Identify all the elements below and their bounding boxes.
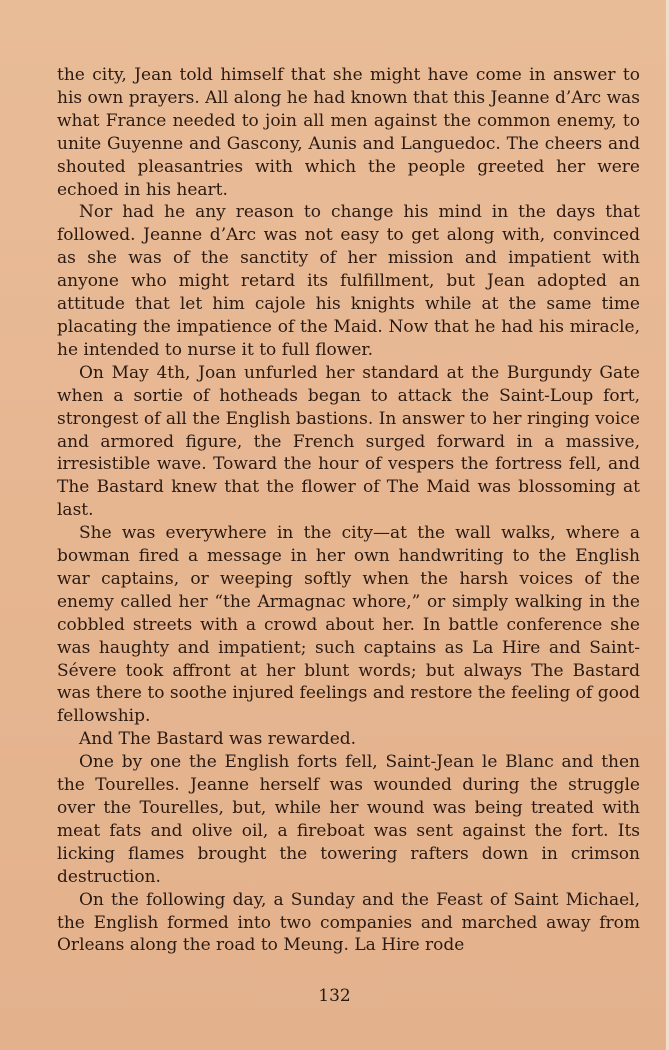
paragraph: She was everywhere in the city—at the wall walks, where a bowman fired a message in her own handwriting to the English war captains, or weeping softly when the harsh voices of the enemy called her “the Armagnac whore,” or simply walking in the cobbled streets with a crowd about her. In battle conference she was haughty and impatient; such captains as La Hire and Saint-Sévere took affront at her blunt words; but always The Bastard was there to soothe injured feelings and restore the feeling of good fellowship. <box>57 523 640 727</box>
paragraph: the city, Jean told himself that she might have come in answer to his own prayers. All along he had known that this Jeanne d’Arc was what France needed to join all men against the common enemy, to unite Guyenne and Gascony, Aunis and Languedoc. The cheers and shouted pleasantries with which the people greeted her were echoed in his heart. <box>57 65 640 200</box>
paragraph: And The Bastard was rewarded. <box>79 729 357 750</box>
paragraph: On May 4th, Joan unfurled her standard at the Burgundy Gate when a sortie of hotheads began to attack the Saint-Loup fort, strongest of all the English bastions. In answer to her ringing voice and armored figure, the French surged forward in a massive, irresistible wave. Toward the hour of vespers the fortress fell, and The Bastard knew that the flower of The Maid was blossoming at last. <box>57 362 640 521</box>
paragraph: Nor had he any reason to change his mind in the days that followed. Jeanne d’Arc was not easy to get along with, convinced as she was of the sanctity of her mission and impatient with anyone who might retard its fulfillment, but Jean adopted an attitude that let him cajole his knights while at the same time placating the impatience of the Maid. Now that he had his miracle, he intended to nurse it to full flower. <box>57 202 640 360</box>
paragraph: On the following day, a Sunday and the Feast of Saint Michael, the English formed into two companies and marched away from Orleans along the road to Meung. La Hire rode <box>57 889 640 956</box>
body-text <box>57 64 640 957</box>
paragraph: One by one the English forts fell, Saint-Jean le Blanc and then the Tourelles. Jeanne herself was wounded during the struggle over the Tourelles, but, while her wound was being treated with meat fats and olive oil, a fireboat was sent against the fort. Its licking flames brought the towering rafters down in crimson destruction. <box>57 752 640 887</box>
page-number: 132 <box>318 986 351 1006</box>
